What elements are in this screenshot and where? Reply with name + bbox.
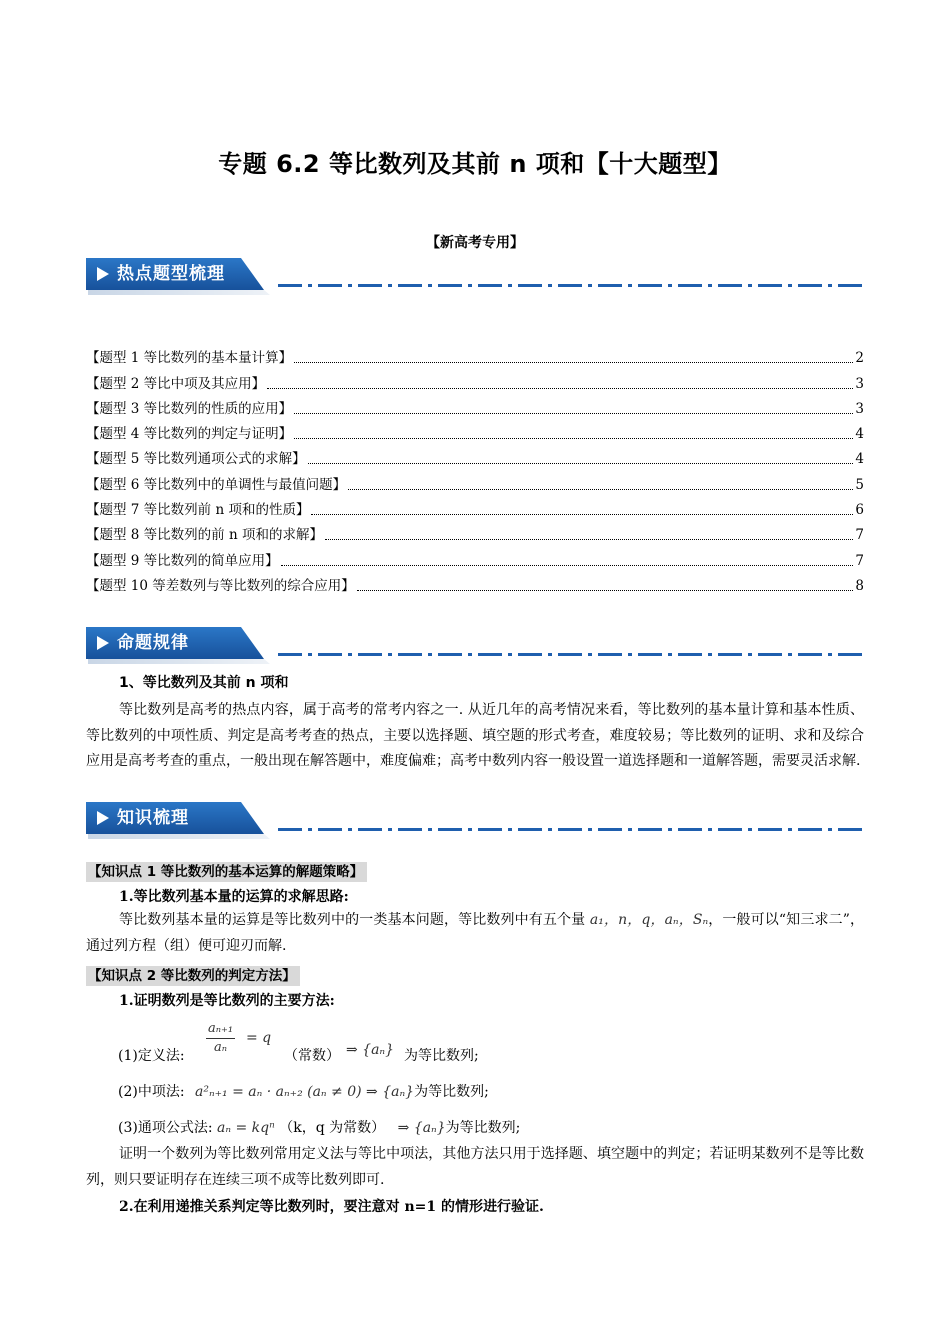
toc-entry-page: 8 [855,577,864,594]
knowledge-point-1-title: 【知识点 1 等比数列的基本运算的解题策略】 [86,862,367,882]
knowledge-point-2-subheading-2: 2.在利用递推关系判定等比数列时，要注意对 n=1 的情形进行验证. [119,1199,544,1215]
ratio-fraction [206,1020,235,1057]
play-arrow-icon [97,636,109,650]
toc-entry[interactable] [86,342,864,367]
toc-entry-page: 3 [855,400,864,417]
toc-leader-dots [267,388,853,389]
toc-entry-title: 【题型 9 等比数列的简单应用】 [86,552,279,569]
toc-entry-page: 2 [855,350,864,367]
method-tail: 为等比数列; [414,1084,489,1100]
knowledge-point-2-title: 【知识点 2 等比数列的判定方法】 [86,966,300,986]
knowledge-point-1-paragraph: 等比数列基本量的运算是等比数列中的一类基本问题，等比数列中有五个量 a₁，n，q，aₙ，Sₙ，一般可以“知三求二”，通过列方程（组）便可迎刃而解. [86,912,864,954]
dashed-divider [278,284,864,287]
toc-entry-page: 7 [855,527,864,544]
toc-entry-title: 【题型 5 等比数列通项公式的求解】 [86,451,306,468]
knowledge-point-2-paragraph: 证明一个数列为等比数列常用定义法与等比中项法，其他方法只用于选择题、填空题中的判定；若证明某数列不是等比数列，则只要证明存在连续三项不成等比数列即可. [86,1146,864,1188]
toc-leader-dots [311,514,853,515]
method-mean [118,1082,489,1102]
mean-formula: a²ₙ₊₁ = aₙ · aₙ₊₂ (aₙ ≠ 0) ⇒ {aₙ} [195,1084,415,1100]
fraction-numerator: aₙ₊₁ [206,1020,235,1039]
dashed-divider [278,828,864,831]
page-subtitle: 【新高考专用】 [426,235,524,251]
page-title: 专题 6.2 等比数列及其前 n 项和【十大题型】 [218,150,732,178]
toc-leader-dots [348,489,853,490]
general-term-formula: aₙ = kqⁿ [217,1120,275,1136]
toc-entry[interactable] [86,418,864,443]
toc-entry-title: 【题型 1 等比数列的基本量计算】 [86,350,293,367]
toc-entry-title: 【题型 10 等差数列与等比数列的综合应用】 [86,577,355,594]
toc-entry[interactable] [86,443,864,468]
method-label: (2)中项法: [118,1084,185,1100]
method-general-term [118,1118,520,1138]
play-arrow-icon [97,811,109,825]
knowledge-point-1-subheading: 1.等比数列基本量的运算的求解思路: [119,889,349,905]
section-banner-label: 知识梳理 [117,808,189,828]
toc-leader-dots [325,539,853,540]
rule-heading: 1、等比数列及其前 n 项和 [119,675,289,691]
toc-entry-page: 5 [855,476,864,493]
toc-entry-title: 【题型 4 等比数列的判定与证明】 [86,426,293,443]
toc-entry[interactable] [86,570,864,595]
toc-leader-dots [294,438,853,439]
fraction-denominator: aₙ [214,1040,228,1055]
constant-note: （常数） [284,1048,340,1064]
toc-entry-title: 【题型 7 等比数列前 n 项和的性质】 [86,502,310,519]
section-banner-label: 热点题型梳理 [117,264,225,284]
toc-leader-dots [294,413,853,414]
toc-entry[interactable] [86,367,864,392]
sequence-implies: ⇒ {aₙ} [346,1042,395,1058]
toc-entry-title: 【题型 6 等比数列中的单调性与最值问题】 [86,476,347,493]
rule-paragraph: 等比数列是高考的热点内容，属于高考的常考内容之一. 从近几年的高考情况来看，等比数列的基本量计算和基本性质、等比数列的中项性质、判定是高考考查的热点，主要以选择题、填空题的形式考查，难度较易；等比数列的证明、求和及综合应用是高考考查的重点，一般出现在解答题中，难度偏难；高考中数列内容一般设置一道选择题和一道解答题，需要灵活求解. [86,702,864,770]
toc-entry-title: 【题型 2 等比中项及其应用】 [86,375,266,392]
toc-leader-dots [294,362,853,363]
toc-entry[interactable] [86,519,864,544]
method-tail: 为等比数列; [445,1120,521,1136]
ratio-equals-q: = q [246,1030,272,1046]
section-banner-label: 命题规律 [117,633,189,653]
toc-leader-dots [308,463,854,464]
section-banner-rule [86,627,864,667]
toc-entry-page: 4 [855,426,864,443]
dashed-divider [278,653,864,656]
method-tail: 为等比数列; [404,1048,479,1064]
toc-entry-title: 【题型 8 等比数列的前 n 项和的求解】 [86,527,323,544]
toc-entry[interactable] [86,468,864,493]
constant-note: （k，q 为常数） [279,1120,386,1136]
toc-entry-page: 4 [855,451,864,468]
toc-leader-dots [281,565,854,566]
method-definition [118,1046,185,1066]
variable-list: a₁，n，q，aₙ，Sₙ [589,912,709,928]
table-of-contents [86,342,864,595]
knowledge-point-2-subheading: 1.证明数列是等比数列的主要方法: [119,993,335,1009]
toc-entry-page: 6 [855,502,864,519]
toc-entry[interactable] [86,544,864,569]
toc-entry[interactable] [86,494,864,519]
toc-entry-page: 7 [855,552,864,569]
method-label: (3)通项公式法: [118,1120,213,1136]
method-label: (1)定义法: [118,1048,185,1064]
toc-entry-page: 3 [855,375,864,392]
toc-entry-title: 【题型 3 等比数列的性质的应用】 [86,400,293,417]
section-banner-hot [86,258,864,298]
toc-leader-dots [357,590,854,591]
toc-entry[interactable] [86,393,864,418]
section-banner-knowledge [86,802,864,842]
sequence-implies: ⇒ {aₙ} [397,1120,446,1136]
play-arrow-icon [97,267,109,281]
